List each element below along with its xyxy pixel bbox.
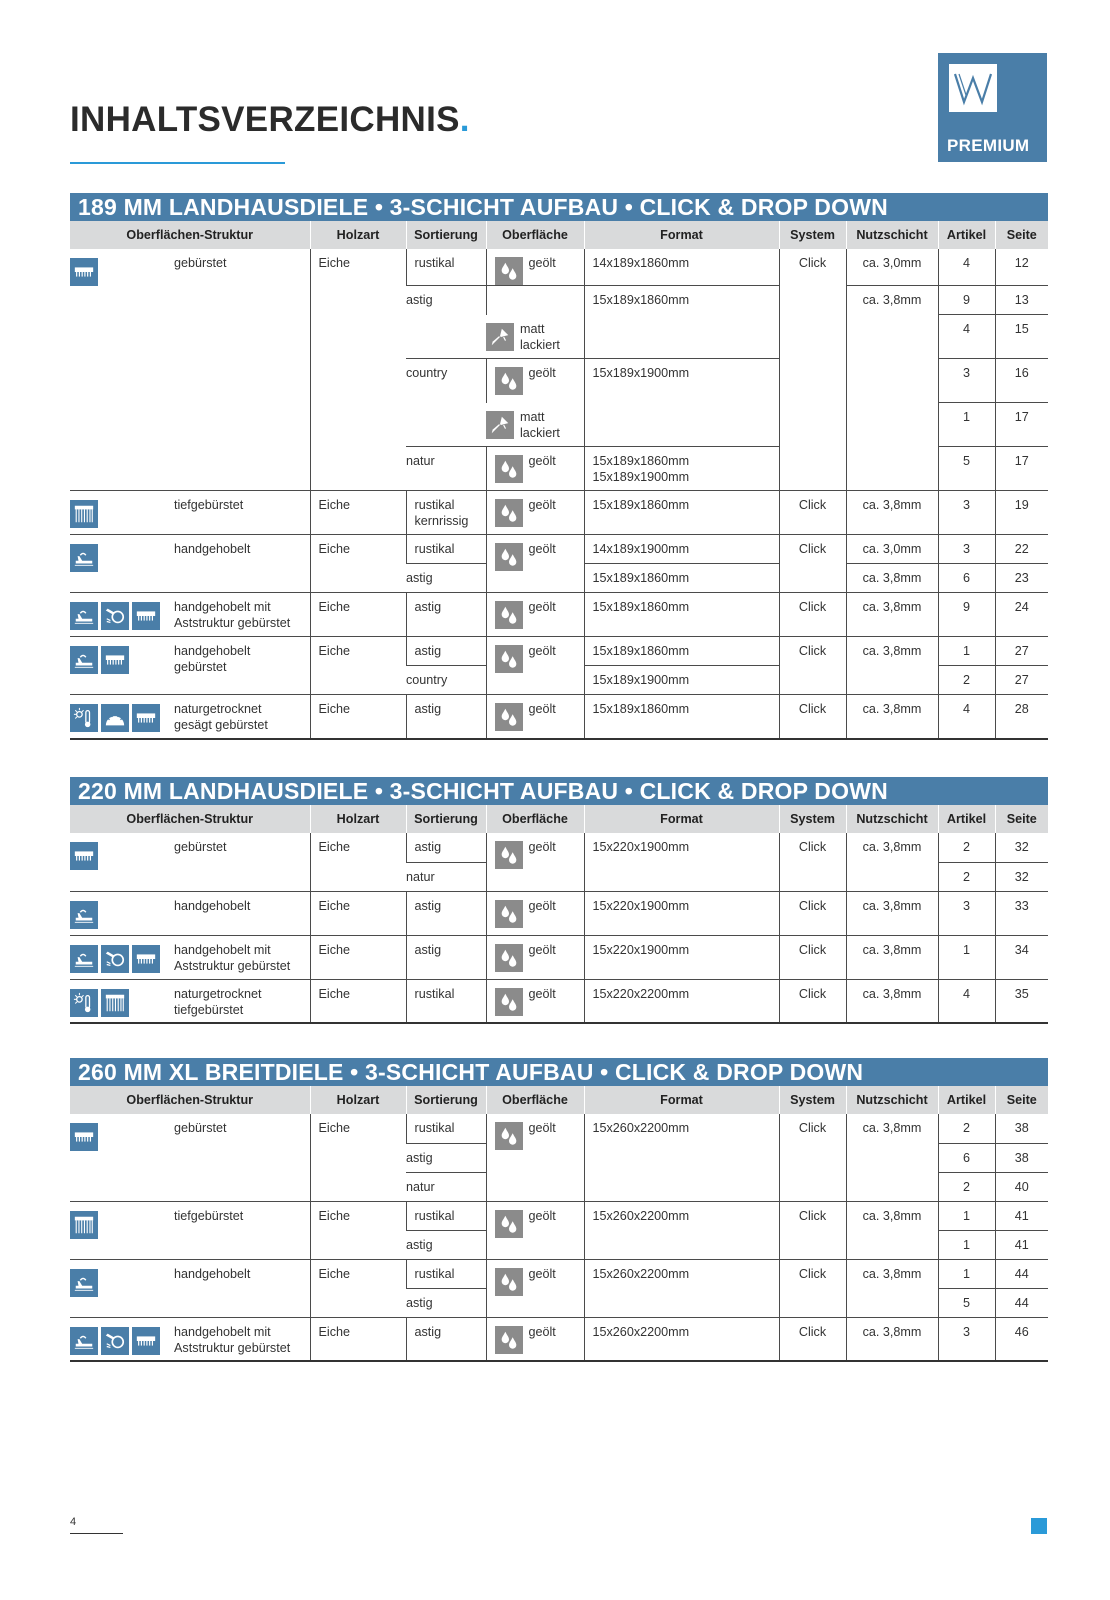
page-title: INHALTSVERZEICHNIS.	[70, 100, 470, 139]
page-ref: 41	[995, 1230, 1048, 1259]
sort-cell: astig	[406, 1288, 486, 1317]
oil-drops-icon	[495, 703, 523, 731]
page-ref: 12	[995, 249, 1048, 286]
table-row	[70, 535, 1048, 564]
wood-cell: Eiche	[310, 935, 406, 979]
page-ref: 38	[995, 1114, 1048, 1143]
page-ref: 34	[995, 935, 1048, 979]
hand-plane-icon	[70, 945, 98, 973]
toc-table	[70, 1086, 1048, 1362]
sort-cell: rustikal	[406, 1114, 486, 1143]
oil-drops-icon	[495, 1122, 523, 1150]
sort-cell: rustikal	[406, 979, 486, 1023]
article-count: 3	[938, 491, 995, 535]
section-260mm	[70, 1058, 1048, 1362]
hand-plane-icon	[70, 646, 98, 674]
sort-cell: astig	[406, 891, 486, 935]
table-header-row: Oberflächen-Struktur Holzart Sortierung Oberfläche Format System Nutzschicht Artikel Seite	[70, 805, 1048, 833]
saw-blade-icon	[101, 704, 129, 732]
format-cell: 15x189x1860mm	[584, 491, 779, 535]
format-cell: 14x189x1900mm	[584, 535, 779, 564]
article-count: 1	[938, 1230, 995, 1259]
footer-rule	[70, 1533, 123, 1534]
format-cell: 15x189x1860mm	[584, 637, 779, 666]
paintbrush-icon	[486, 411, 514, 439]
table-row	[70, 637, 1048, 666]
structure-cell: handgehobelt mit Aststruktur gebürstet	[70, 593, 310, 637]
oil-drops-icon	[495, 944, 523, 972]
page-ref: 41	[995, 1201, 1048, 1230]
brush-icon	[70, 258, 98, 286]
oil-drops-icon	[495, 257, 523, 285]
sort-cell: astig	[406, 1230, 486, 1259]
sort-cell: rustikal	[406, 1201, 486, 1230]
section-189mm	[70, 193, 1048, 740]
wood-cell: Eiche	[310, 491, 406, 535]
article-count: 5	[938, 447, 995, 491]
premium-logo	[938, 53, 1047, 162]
wood-cell: Eiche	[310, 1201, 406, 1259]
surface-cell: geölt	[486, 695, 584, 739]
wear-layer-cell: ca. 3,8mm	[846, 637, 938, 695]
article-count: 1	[938, 935, 995, 979]
footer-accent-square	[1031, 1518, 1047, 1534]
system-cell: Click	[779, 833, 846, 891]
grinder-icon	[101, 602, 129, 630]
page-ref: 17	[995, 403, 1048, 447]
section-heading: 220 MM LANDHAUSDIELE • 3-SCHICHT AUFBAU • CLICK & DROP DOWN	[70, 777, 1048, 805]
col-header: Oberflächen-Struktur	[70, 221, 310, 249]
format-cell: 15x189x1860mm	[584, 593, 779, 637]
sun-thermometer-icon	[70, 989, 98, 1017]
table-row	[70, 1259, 1048, 1288]
wear-layer-cell: ca. 3,8mm	[846, 286, 938, 491]
col-header: Holzart	[310, 221, 406, 249]
page-ref: 46	[995, 1317, 1048, 1361]
table-row	[70, 695, 1048, 739]
page-ref: 27	[995, 637, 1048, 666]
sort-cell: country	[406, 666, 486, 695]
sort-cell: astig	[406, 833, 486, 862]
article-count: 4	[938, 249, 995, 286]
col-header: Seite	[995, 221, 1048, 249]
oil-drops-icon	[495, 900, 523, 928]
wear-layer-cell: ca. 3,8mm	[846, 979, 938, 1023]
format-cell: 15x260x2200mm	[584, 1201, 779, 1259]
wood-cell: Eiche	[310, 833, 406, 891]
col-header: Oberfläche	[486, 221, 584, 249]
sort-cell: astig	[406, 935, 486, 979]
surface-cell: geölt	[486, 833, 584, 891]
article-count: 1	[938, 637, 995, 666]
wear-layer-cell: ca. 3,8mm	[846, 564, 938, 593]
structure-cell: handgehobelt	[70, 535, 310, 593]
brush-icon	[132, 602, 160, 630]
brush-icon	[70, 842, 98, 870]
sort-cell: rustikal	[406, 535, 486, 564]
hand-plane-icon	[70, 544, 98, 572]
wood-cell: Eiche	[310, 891, 406, 935]
wear-layer-cell: ca. 3,0mm	[846, 535, 938, 564]
w-logo-icon	[949, 64, 997, 112]
grinder-icon	[101, 945, 129, 973]
wear-layer-cell: ca. 3,8mm	[846, 1317, 938, 1361]
oil-drops-icon	[495, 455, 523, 483]
surface-cell: geölt	[486, 935, 584, 979]
surface-cell: geölt	[486, 637, 584, 695]
system-cell: Click	[779, 891, 846, 935]
article-count: 1	[938, 1259, 995, 1288]
format-cell: 15x260x2200mm	[584, 1114, 779, 1201]
sort-cell: astig	[406, 695, 486, 739]
oil-drops-icon	[495, 1326, 523, 1354]
grinder-icon	[101, 1327, 129, 1355]
page-ref: 33	[995, 891, 1048, 935]
brush-icon	[132, 704, 160, 732]
article-count: 4	[938, 315, 995, 359]
sort-cell: rustikal	[406, 249, 486, 286]
structure-cell: handgehobelt gebürstet	[70, 637, 310, 695]
paintbrush-icon	[486, 323, 514, 351]
structure-cell: gebürstet	[70, 833, 310, 891]
system-cell: Click	[779, 1201, 846, 1259]
wood-cell: Eiche	[310, 593, 406, 637]
section-heading: 260 MM XL BREITDIELE • 3-SCHICHT AUFBAU • CLICK & DROP DOWN	[70, 1058, 1048, 1086]
format-cell: 15x220x1900mm	[584, 833, 779, 891]
oil-drops-icon	[495, 367, 523, 395]
system-cell: Click	[779, 249, 846, 491]
page-ref: 44	[995, 1259, 1048, 1288]
table-row	[70, 833, 1048, 862]
structure-cell: gebürstet	[70, 1114, 310, 1201]
format-cell: 15x189x1860mm	[584, 564, 779, 593]
structure-cell: naturgetrocknet gesägt gebürstet	[70, 695, 310, 739]
table-row	[70, 249, 1048, 286]
oil-drops-icon	[495, 645, 523, 673]
wear-layer-cell: ca. 3,8mm	[846, 1259, 938, 1317]
table-row	[70, 1114, 1048, 1143]
sort-cell: rustikal kernrissig	[406, 491, 486, 535]
sort-cell: astig	[406, 593, 486, 637]
article-count: 3	[938, 535, 995, 564]
wood-cell: Eiche	[310, 535, 406, 593]
system-cell: Click	[779, 637, 846, 695]
article-count: 2	[938, 1114, 995, 1143]
wear-layer-cell: ca. 3,8mm	[846, 1114, 938, 1201]
wood-cell: Eiche	[310, 1317, 406, 1361]
surface-cell: geölt	[486, 249, 584, 286]
article-count: 6	[938, 1143, 995, 1172]
surface-cell: geölt	[486, 447, 584, 491]
page-ref: 23	[995, 564, 1048, 593]
wood-cell: Eiche	[310, 1114, 406, 1201]
article-count: 4	[938, 979, 995, 1023]
wear-layer-cell: ca. 3,8mm	[846, 891, 938, 935]
wear-layer-cell: ca. 3,8mm	[846, 833, 938, 891]
article-count: 3	[938, 359, 995, 403]
surface-cell: geölt	[486, 359, 584, 403]
table-row	[70, 1201, 1048, 1230]
article-count: 5	[938, 1288, 995, 1317]
col-header: Format	[584, 221, 779, 249]
deep-brush-icon	[101, 989, 129, 1017]
format-cell: 15x260x2200mm	[584, 1259, 779, 1317]
structure-label: gebürstet	[174, 256, 227, 270]
page-ref: 35	[995, 979, 1048, 1023]
format-cell: 15x189x1860mm	[584, 695, 779, 739]
wear-layer-cell: ca. 3,8mm	[846, 491, 938, 535]
wood-cell: Eiche	[310, 695, 406, 739]
col-header: Sortierung	[406, 221, 486, 249]
structure-cell: handgehobelt mit Aststruktur gebürstet	[70, 1317, 310, 1361]
section-220mm	[70, 777, 1048, 1024]
premium-label: PREMIUM	[947, 136, 1030, 155]
format-cell: 15x189x1900mm	[584, 359, 779, 447]
hand-plane-icon	[70, 1269, 98, 1297]
oil-drops-icon	[495, 601, 523, 629]
oil-drops-icon	[495, 1210, 523, 1238]
wear-layer-cell: ca. 3,8mm	[846, 1201, 938, 1259]
brush-icon	[70, 1123, 98, 1151]
article-count: 2	[938, 1172, 995, 1201]
wood-cell: Eiche	[310, 979, 406, 1023]
page-ref: 28	[995, 695, 1048, 739]
col-header: Nutzschicht	[846, 221, 938, 249]
page-ref: 38	[995, 1143, 1048, 1172]
page-number: 4	[70, 1516, 77, 1528]
oil-drops-icon	[495, 841, 523, 869]
structure-cell: naturgetrocknet tiefgebürstet	[70, 979, 310, 1023]
format-cell: 15x189x1860mm 15x189x1900mm	[584, 447, 779, 491]
article-count: 3	[938, 891, 995, 935]
page-ref: 32	[995, 833, 1048, 862]
brush-icon	[101, 646, 129, 674]
article-count: 2	[938, 666, 995, 695]
article-count: 2	[938, 862, 995, 891]
surface-cell: geölt	[486, 891, 584, 935]
col-header: Artikel	[938, 221, 995, 249]
oil-drops-icon	[495, 499, 523, 527]
format-cell: 15x189x1860mm	[584, 286, 779, 359]
format-cell: 15x220x2200mm	[584, 979, 779, 1023]
wood-cell: Eiche	[310, 637, 406, 695]
sort-cell: natur	[406, 862, 486, 891]
table-row	[70, 935, 1048, 979]
deep-brush-icon	[70, 1211, 98, 1239]
title-underline	[70, 162, 285, 164]
table-header-row: Oberflächen-Struktur Holzart Sortierung Oberfläche Format System Nutzschicht Artikel Seite	[70, 1086, 1048, 1114]
page-ref: 32	[995, 862, 1048, 891]
article-count: 9	[938, 593, 995, 637]
system-cell: Click	[779, 695, 846, 739]
sort-cell: astig	[406, 1317, 486, 1361]
surface-cell: geölt	[486, 1201, 584, 1259]
page-ref: 16	[995, 359, 1048, 403]
system-cell: Click	[779, 1317, 846, 1361]
page-ref: 27	[995, 666, 1048, 695]
hand-plane-icon	[70, 901, 98, 929]
structure-cell: handgehobelt	[70, 891, 310, 935]
article-count: 3	[938, 1317, 995, 1361]
wear-layer-cell: ca. 3,8mm	[846, 593, 938, 637]
hand-plane-icon	[70, 1327, 98, 1355]
deep-brush-icon	[70, 500, 98, 528]
system-cell: Click	[779, 1259, 846, 1317]
page-ref: 15	[995, 315, 1048, 359]
article-count: 1	[938, 403, 995, 447]
page-ref: 44	[995, 1288, 1048, 1317]
table-row	[70, 593, 1048, 637]
article-count: 1	[938, 1201, 995, 1230]
table-header-row	[70, 221, 1048, 249]
surface-cell: geölt	[486, 979, 584, 1023]
article-count: 6	[938, 564, 995, 593]
wood-cell: Eiche	[310, 1259, 406, 1317]
table-row	[70, 891, 1048, 935]
wear-layer-cell: ca. 3,8mm	[846, 935, 938, 979]
surface-cell: geölt	[486, 593, 584, 637]
toc-table	[70, 221, 1048, 740]
format-cell: 15x220x1900mm	[584, 891, 779, 935]
surface-cell: geölt	[486, 535, 584, 593]
oil-drops-icon	[495, 1268, 523, 1296]
system-cell: Click	[779, 1114, 846, 1201]
format-cell: 14x189x1860mm	[584, 249, 779, 286]
table-row	[70, 1317, 1048, 1361]
sort-cell: rustikal	[406, 1259, 486, 1288]
table-row	[70, 491, 1048, 535]
structure-cell: tiefgebürstet	[70, 1201, 310, 1259]
wood-cell: Eiche	[310, 249, 406, 491]
surface-cell: matt lackiert	[486, 403, 584, 447]
page-ref: 19	[995, 491, 1048, 535]
sun-thermometer-icon	[70, 704, 98, 732]
brush-icon	[132, 1327, 160, 1355]
system-cell: Click	[779, 535, 846, 593]
sort-cell: natur	[406, 1172, 486, 1201]
page-ref: 22	[995, 535, 1048, 564]
system-cell: Click	[779, 593, 846, 637]
sort-cell: country	[406, 359, 486, 447]
page-ref: 17	[995, 447, 1048, 491]
format-cell: 15x189x1900mm	[584, 666, 779, 695]
system-cell: Click	[779, 979, 846, 1023]
article-count: 4	[938, 695, 995, 739]
format-cell: 15x220x1900mm	[584, 935, 779, 979]
surface-cell: geölt	[486, 1114, 584, 1201]
article-count: 9	[938, 286, 995, 315]
sort-cell: astig	[406, 637, 486, 666]
structure-cell: handgehobelt	[70, 1259, 310, 1317]
page-ref: 40	[995, 1172, 1048, 1201]
surface-cell: matt lackiert	[486, 315, 584, 359]
toc-table	[70, 805, 1048, 1024]
surface-cell: geölt	[486, 1259, 584, 1317]
sort-cell: astig	[406, 1143, 486, 1172]
structure-cell: tiefgebürstet	[70, 491, 310, 535]
article-count: 2	[938, 833, 995, 862]
section-heading: 189 MM LANDHAUSDIELE • 3-SCHICHT AUFBAU • CLICK & DROP DOWN	[70, 193, 1048, 221]
surface-cell: geölt	[486, 1317, 584, 1361]
hand-plane-icon	[70, 602, 98, 630]
sort-cell: astig	[406, 564, 486, 593]
system-cell: Click	[779, 491, 846, 535]
sort-cell: natur	[406, 447, 486, 491]
structure-cell: handgehobelt mit Aststruktur gebürstet	[70, 935, 310, 979]
oil-drops-icon	[495, 988, 523, 1016]
system-cell: Click	[779, 935, 846, 979]
wear-layer-cell: ca. 3,0mm	[846, 249, 938, 286]
wear-layer-cell: ca. 3,8mm	[846, 695, 938, 739]
page-ref: 24	[995, 593, 1048, 637]
sort-cell: astig	[406, 286, 486, 359]
surface-cell: geölt	[486, 491, 584, 535]
table-row	[70, 979, 1048, 1023]
oil-drops-icon	[495, 543, 523, 571]
format-cell: 15x260x2200mm	[584, 1317, 779, 1361]
structure-cell	[70, 249, 310, 491]
brush-icon	[132, 945, 160, 973]
col-header: System	[779, 221, 846, 249]
page-ref: 13	[995, 286, 1048, 315]
